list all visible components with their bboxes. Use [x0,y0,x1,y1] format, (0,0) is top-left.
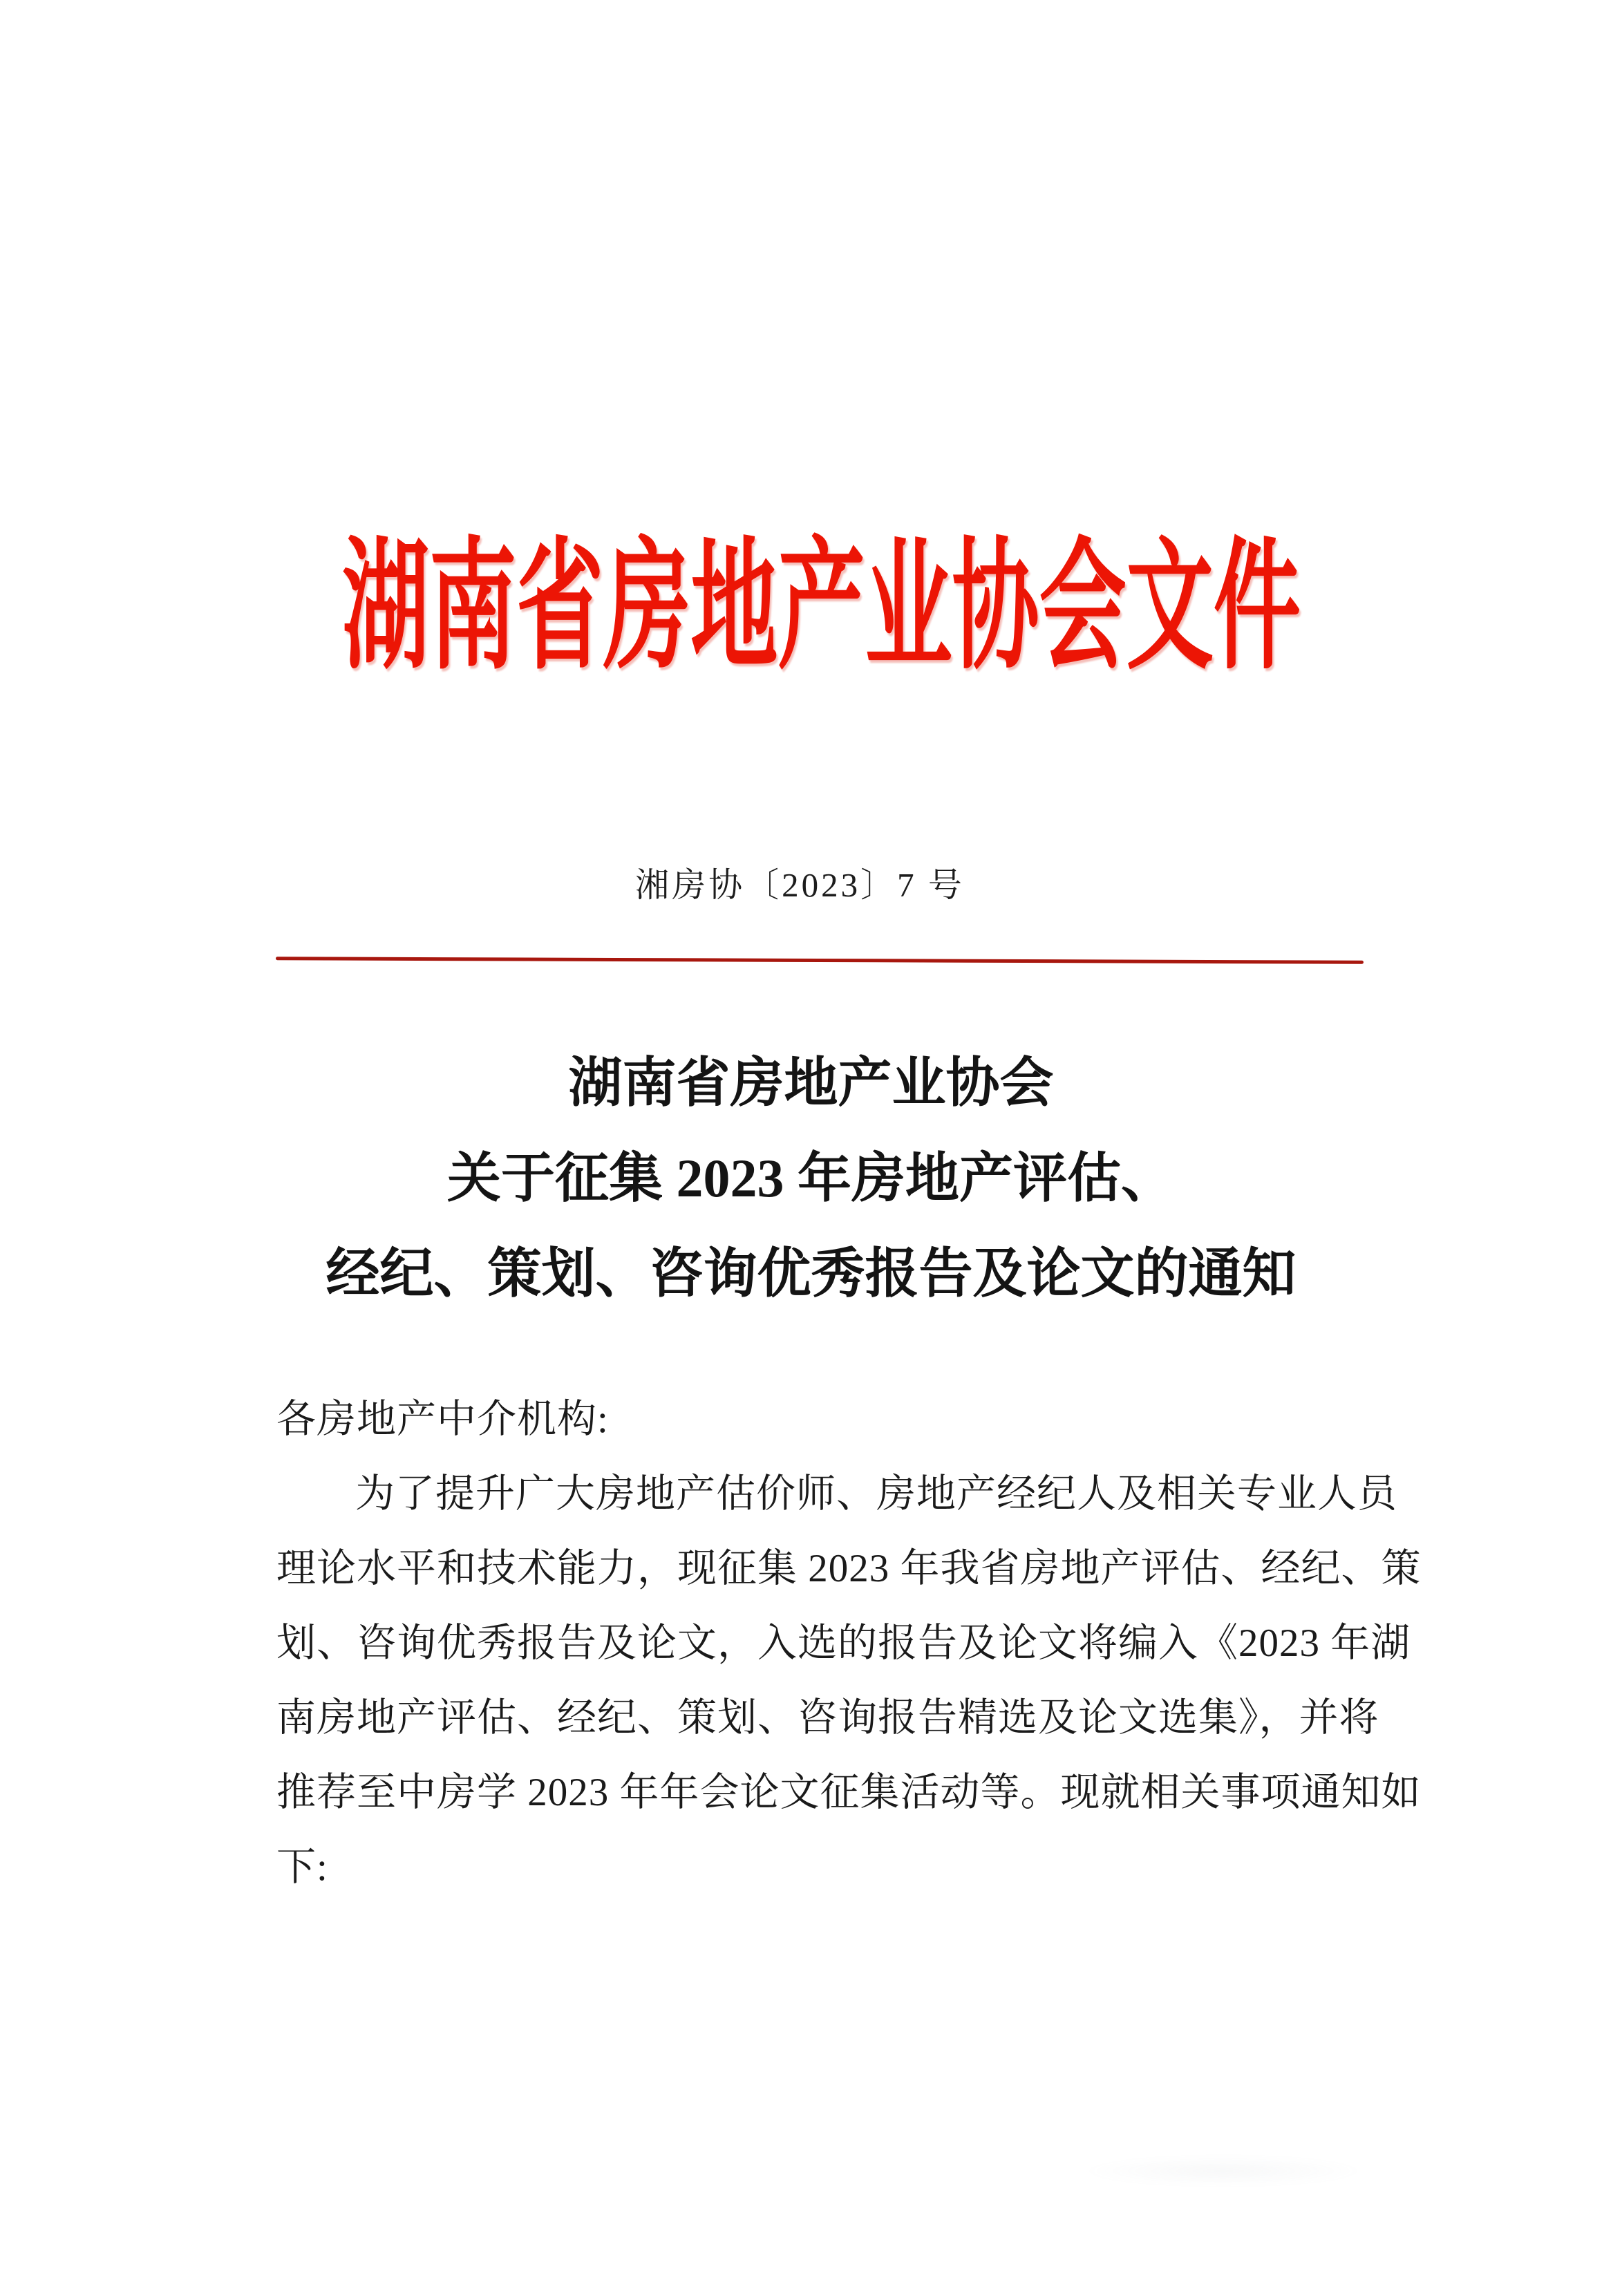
paragraph-line: 划、咨询优秀报告及论文，入选的报告及论文将编入《2023 年湖 [276,1621,1411,1665]
notice-title-line-2: 关于征集 2023 年房地产评估、 [446,1148,1175,1208]
document-number: 湘房协〔2023〕7 号 [635,866,965,904]
red-divider-rule [276,957,1364,963]
salutation-line: 各房地产中介机构: [276,1398,609,1441]
notice-title [0,1035,1622,1321]
letterhead-title: 湖南省房地产业协会文件 [342,529,1301,686]
paragraph-line: 为了提升广大房地产估价师、房地产经纪人及相关专业人员 [355,1472,1397,1516]
scan-artifact [1078,2155,1368,2187]
paragraph-line: 推荐至中房学 2023 年年会论文征集活动等。现就相关事项通知如 [276,1771,1422,1814]
notice-title-line-1: 湖南省房地产业协会 [568,1053,1054,1113]
notice-body [276,1382,1422,1905]
letterhead-banner [0,529,1622,686]
paragraph-line: 南房地产评估、经纪、策划、咨询报告精选及论文选集》，并将 [276,1696,1379,1740]
notice-title-line-3: 经纪、策划、咨询优秀报告及论文的通知 [326,1243,1296,1304]
paragraph-line: 理论水平和技术能力，现征集 2023 年我省房地产评估、经纪、策 [276,1547,1422,1590]
paragraph-line: 下: [276,1845,328,1889]
